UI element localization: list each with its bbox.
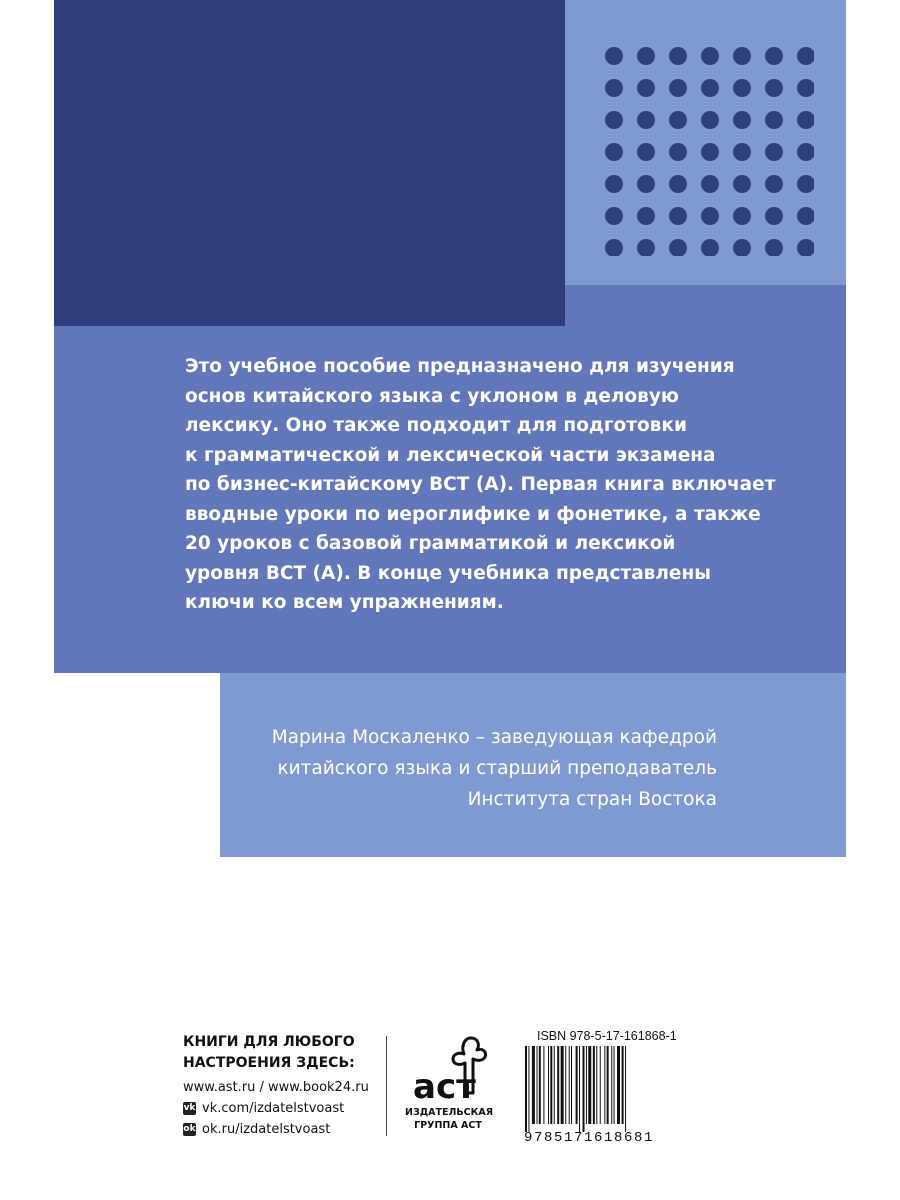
decorative-dot [733,239,751,256]
vk-icon: vk [183,1103,196,1113]
barcode-bar [569,1046,570,1124]
barcode-bar [525,1046,527,1132]
decorative-dot [701,175,719,193]
barcode-bar [622,1046,624,1124]
barcode-bar [617,1046,620,1124]
decorative-dot [637,79,655,97]
barcode-bar [586,1046,587,1124]
description-line: по бизнес-китайскому BCT (A). Первая книга включает [185,474,776,495]
barcode-bar [539,1046,541,1124]
barcode [524,1046,674,1144]
author-bio [260,722,717,815]
decorative-dot [733,79,751,97]
decorative-dot [797,79,814,97]
barcode-bar [604,1046,605,1124]
barcode-bar [537,1046,538,1124]
footer-heading-line: КНИГИ ДЛЯ ЛЮБОГО [183,1034,355,1050]
barcode-bar [565,1046,566,1124]
decorative-dot [669,47,687,65]
decorative-dot [797,207,814,225]
barcode-bar [600,1046,601,1124]
description-text [185,352,776,618]
decorative-dot [765,47,783,65]
decorative-dot [605,111,623,129]
decorative-dot [669,207,687,225]
decorative-dot [605,47,623,65]
author-line: Марина Москаленко – заведующая кафедрой [271,727,717,748]
decorative-dot [765,175,783,193]
decorative-dot [797,175,814,193]
description-line: основ китайского языка с уклоном в деловую [185,385,679,407]
decorative-dot [669,143,687,161]
decorative-dot [637,239,655,256]
decorative-dot [797,143,814,161]
decorative-dot [797,47,814,65]
barcode-bar [593,1046,595,1124]
decorative-dot [637,111,655,129]
decorative-dot [701,207,719,225]
barcode-digits: 9785171618681 [524,1130,655,1144]
decorative-dot [605,143,623,161]
barcode-bar [611,1046,612,1124]
decorative-dot [797,111,814,129]
decorative-dot [765,143,783,161]
decorative-dot [701,143,719,161]
decorative-dot [669,111,687,129]
description-line: ключи ко всем упражнениям. [185,592,504,613]
publisher-name-line: ИЗДАТЕЛЬСКАЯ [405,1107,494,1118]
decorative-dot [797,239,814,256]
decorative-dot [701,47,719,65]
barcode-bar [596,1046,597,1124]
decorative-dot [637,47,655,65]
footer-heading [183,1032,369,1074]
barcode-bar [550,1046,552,1124]
barcode-bar [561,1046,564,1124]
description-line: к грамматической и лексической части экзамена [185,444,716,466]
description-line: 20 уроков с базовой грамматикой и лексикой [185,533,676,554]
decorative-dot [669,175,687,193]
description-line: Это учебное пособие предназначено для изучения [185,356,735,377]
barcode-bar [576,1046,578,1124]
decorative-dot [733,143,751,161]
websites-link[interactable]: www.ast.ru / www.book24.ru [183,1080,369,1095]
barcode-bar [614,1046,615,1124]
decorative-dot [701,79,719,97]
author-line: Института стран Востока [467,789,717,810]
decorative-dot [637,143,655,161]
barcode-bar [579,1046,580,1132]
decorative-dot [765,111,783,129]
publisher-name-line: ГРУППА АСТ [414,1120,482,1131]
decorative-dot [669,79,687,97]
barcode-bar [532,1046,535,1124]
barcode-bar [583,1046,585,1132]
decorative-dot [701,111,719,129]
barcode-bar [571,1046,572,1124]
publisher-name [405,1106,494,1132]
decorative-dot [701,239,719,256]
author-line: китайского языка и старший преподаватель [277,758,717,779]
description-line: уровня BCT (A). В конце учебника представлены [185,562,711,584]
barcode-bar [554,1046,555,1124]
logo-text: аст [413,1067,476,1107]
footer-divider [386,1036,387,1136]
vk-link[interactable] [183,1098,369,1119]
decorative-dot [605,79,623,97]
decorative-dot [765,79,783,97]
description-line: лексику. Оно также подходит для подготовки [185,415,687,436]
ok-icon: ok [183,1124,196,1134]
description-line: вводные уроки по иероглифике и фонетике, а также [185,503,761,525]
barcode-bar [543,1046,544,1124]
barcode-bar [607,1046,609,1124]
vk-link-text: vk.com/izdatelstvoast [202,1101,345,1116]
barcode-bar [625,1046,626,1132]
decorative-dot [605,207,623,225]
decorative-dot [605,175,623,193]
barcode-bar [528,1046,529,1132]
decorative-dot [637,175,655,193]
isbn-label: ISBN 978-5-17-161868-1 [537,1029,677,1043]
barcode-bar [548,1046,549,1124]
title-panel [54,0,565,326]
footer-heading-line: НАСТРОЕНИЯ ЗДЕСЬ: [183,1055,355,1071]
decorative-dot [669,239,687,256]
decorative-dot [765,239,783,256]
footer-links [183,1032,369,1140]
decorative-dot [733,175,751,193]
decorative-dot [733,111,751,129]
ok-link[interactable] [183,1119,369,1140]
decorative-dot [733,207,751,225]
decorative-dot [637,207,655,225]
decorative-dot [733,47,751,65]
decorative-dot [605,239,623,256]
dot-grid-decoration [604,46,814,256]
barcode-bar [557,1046,559,1124]
ok-link-text: ok.ru/izdatelstvoast [202,1122,331,1137]
barcode-bar [588,1046,591,1124]
decorative-dot [765,207,783,225]
